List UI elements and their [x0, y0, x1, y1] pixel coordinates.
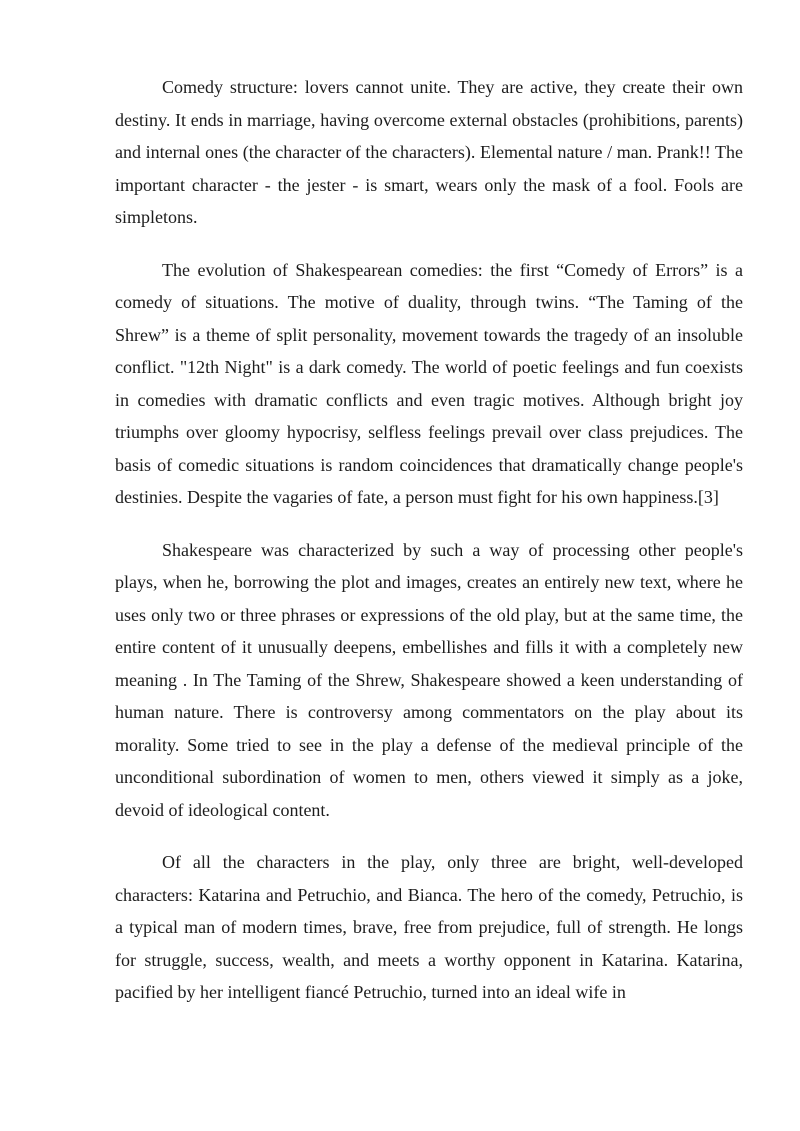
- paragraph-comedy-structure: Comedy structure: lovers cannot unite. They are active, they create their own destiny. It ends in marriage, having overcome external obstacles (prohibitions, parents) and internal ones (the character of the characters). Elemental nature / man. Prank!! The important character - the jester - is smart, wears only the mask of a fool. Fools are simpletons.: [115, 77, 743, 227]
- paragraph-evolution-of-comedies: The evolution of Shakespearean comedies: the first “Comedy of Errors” is a comedy of situations. The motive of duality, through twins. “The Taming of the Shrew” is a theme of split personality, movement towards the tragedy of an insoluble conflict. "12th Night" is a dark comedy. The world of poetic feelings and fun coexists in comedies with dramatic conflicts and even tragic motives. Although bright joy triumphs over gloomy hypocrisy, selfless feelings prevail over class prejudices. The basis of comedic situations is random coincidences that dramatically change people's destinies. Despite the vagaries of fate, a person must fight for his own happiness.[3]: [115, 259, 743, 507]
- paragraph-processing-plays: Shakespeare was characterized by such a way of processing other people's plays, when he, borrowing the plot and images, creates an entirely new text, where he uses only two or three phrases or expressions of the old play, but at the same time, the entire content of it unusually deepens, embellishes and fills it with a completely new meaning . In The Taming of the Shrew, Shakespeare showed a keen understanding of human nature. There is controversy among commentators on the play about its morality. Some tried to see in the play a defense of the medieval principle of the unconditional subordination of women to men, others viewed it simply as a joke, devoid of ideological content.: [115, 539, 743, 820]
- body-text: [115, 71, 743, 1029]
- paragraph-characters: Of all the characters in the play, only three are bright, well-developed characters: Katarina and Petruchio, and Bianca. The hero of the comedy, Petruchio, is a typical man of modern times, brave, free from prejudice, full of strength. He longs for struggle, success, wealth, and meets a worthy opponent in Katarina. Katarina, pacified by her intelligent fiancé Petruchio, turned into an ideal wife in: [115, 852, 743, 1002]
